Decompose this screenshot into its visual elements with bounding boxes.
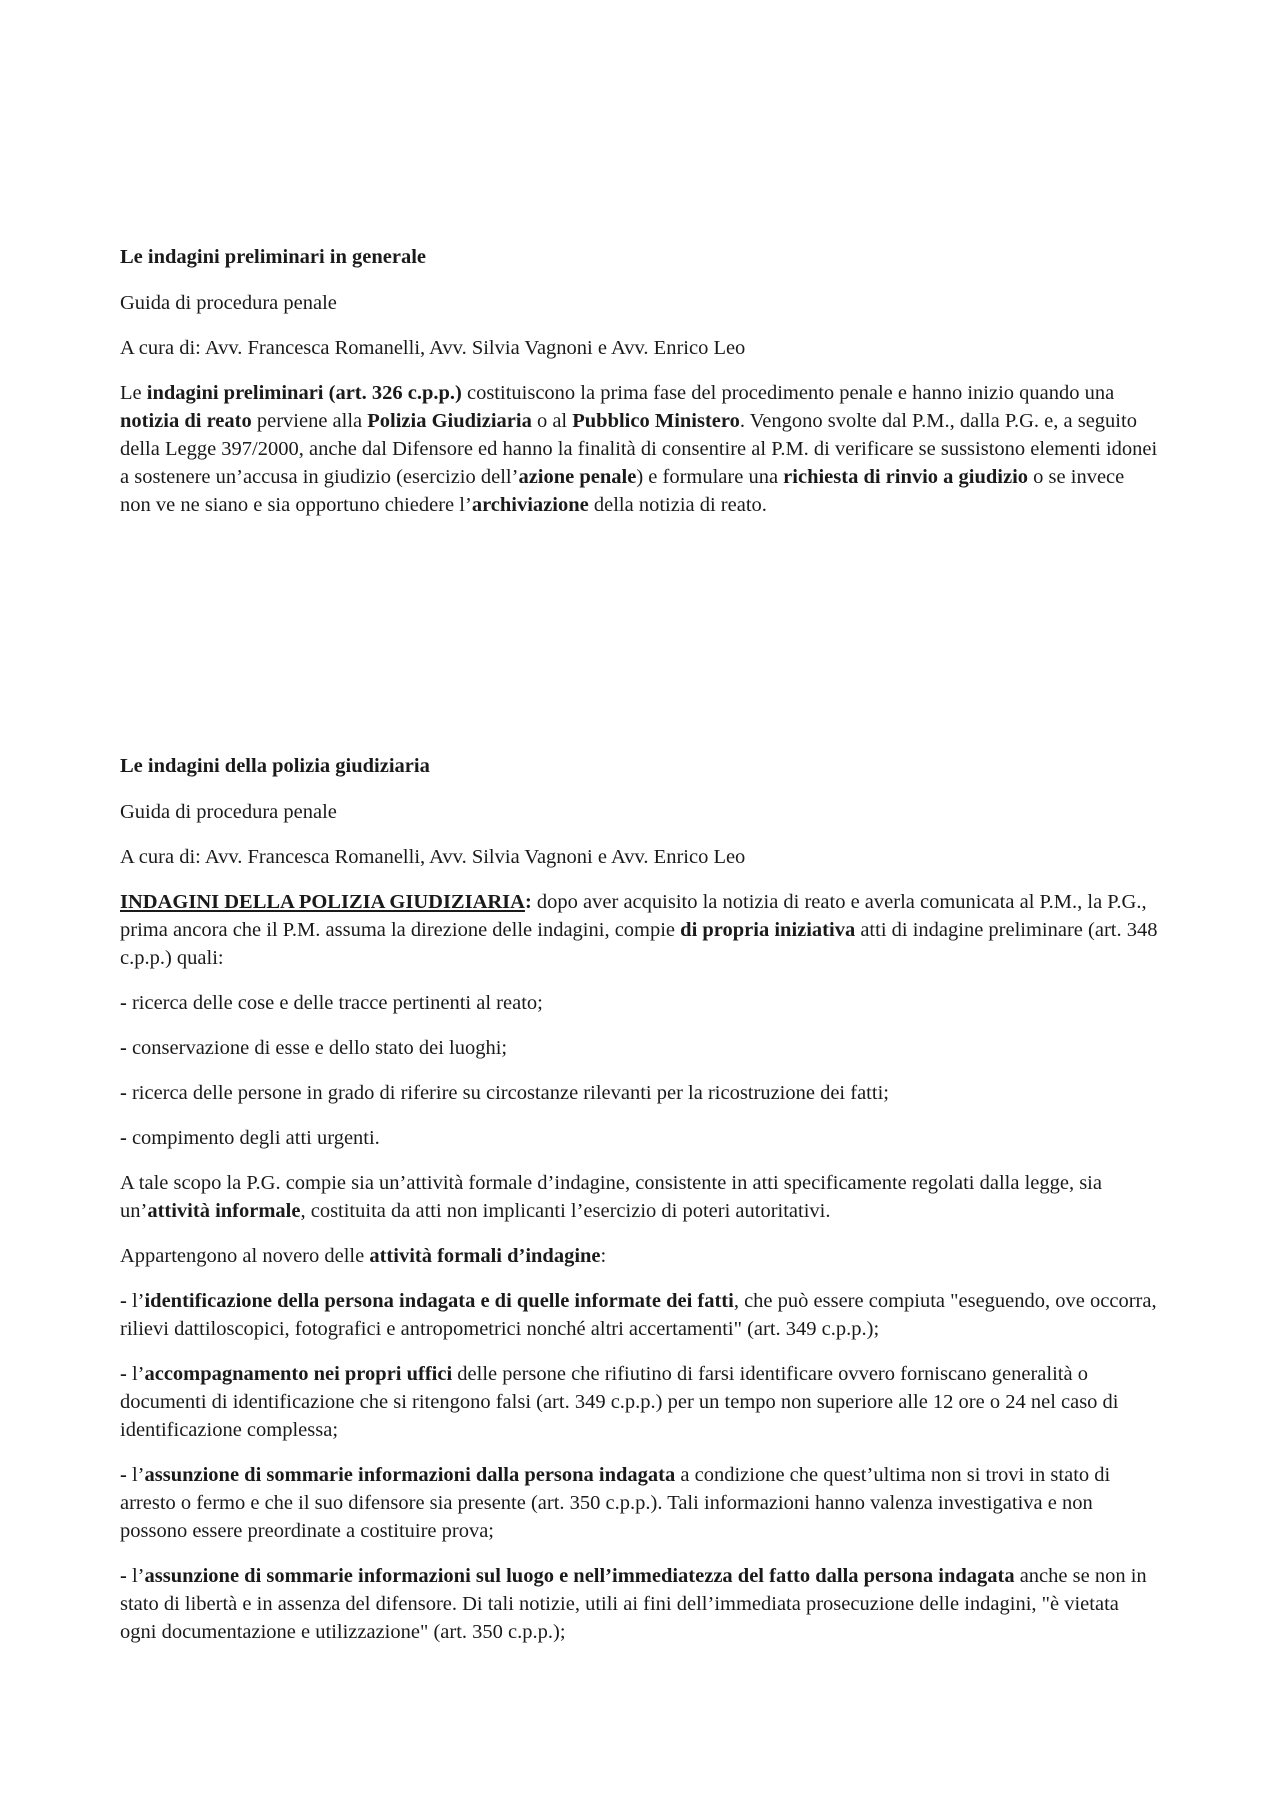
section-indagini-polizia-giudiziaria: [120, 752, 1160, 1646]
section-subtitle: Guida di procedura penale: [120, 292, 337, 314]
list-item: - ricerca delle persone in grado di riferire su circostanze rilevanti per la ricostruzione dei fatti;: [120, 1082, 889, 1104]
section-title: Le indagini della polizia giudiziaria: [120, 755, 430, 777]
formal-activity-item: - l’accompagnamento nei propri uffici delle persone che rifiutino di farsi identificare ovvero forniscano generalità o documenti di identificazione che si ritengono falsi (art. 349 c.p.p.) per un tempo non superiore alle 12 ore o 24 nel caso di identificazione complessa;: [120, 1363, 1119, 1441]
formal-activity-item: - l’assunzione di sommarie informazioni sul luogo e nell’immediatezza del fatto dalla persona indagata anche se non in stato di libertà e in assenza del difensore. Di tali notizie, utili ai fini dell’immediata prosecuzione delle indagini, "è vietata ogni documentazione e utilizzazione" (art. 350 c.p.p.);: [120, 1565, 1147, 1643]
section-authors: A cura di: Avv. Francesca Romanelli, Avv. Silvia Vagnoni e Avv. Enrico Leo: [120, 337, 746, 359]
formal-activity-item: - l’assunzione di sommarie informazioni dalla persona indagata a condizione che quest’ultima non si trovi in stato di arresto o fermo e che il suo difensore sia presente (art. 350 c.p.p.). Tali informazioni hanno valenza investigativa e non possono essere preordinate a costituire prova;: [120, 1464, 1111, 1542]
section-body-paragraph: Le indagini preliminari (art. 326 c.p.p.) costituiscono la prima fase del procedimento penale e hanno inizio quando una notizia di reato perviene alla Polizia Giudiziaria o al Pubblico Ministero. Vengono svolte dal P.M., dalla P.G. e, a seguito della Legge 397/2000, anche dal Difensore ed hanno la finalità di consentire al P.M. di verificare se sussistono elementi idonei a sostenere un’accusa in giudizio (esercizio dell’azione penale) e formulare una richiesta di rinvio a giudizio o se invece non ve ne siano e sia opportuno chiedere l’archiviazione della notizia di reato.: [120, 382, 1158, 516]
list-item: - ricerca delle cose e delle tracce pertinenti al reato;: [120, 992, 543, 1014]
section-title: Le indagini preliminari in generale: [120, 246, 426, 268]
formal-activities-intro: Appartengono al novero delle attività formali d’indagine:: [120, 1245, 607, 1267]
section-authors: A cura di: Avv. Francesca Romanelli, Avv. Silvia Vagnoni e Avv. Enrico Leo: [120, 846, 746, 868]
section-subtitle: Guida di procedura penale: [120, 801, 337, 823]
intro-heading: INDAGINI DELLA POLIZIA GIUDIZIARIA: [120, 891, 525, 913]
formal-activity-item: - l’identificazione della persona indagata e di quelle informate dei fatti, che può essere compiuta "eseguendo, ove occorra, rilievi dattiloscopici, fotografici e antropometrici nonché altri accertamenti" (art. 349 c.p.p.);: [120, 1290, 1157, 1340]
list-item: - compimento degli atti urgenti.: [120, 1127, 380, 1149]
section-indagini-preliminari: [120, 243, 1160, 519]
scope-paragraph: A tale scopo la P.G. compie sia un’attività formale d’indagine, consistente in atti specificamente regolati dalla legge, sia un’attività informale, costituita da atti non implicanti l’esercizio di poteri autoritativi.: [120, 1172, 1102, 1222]
list-item: - conservazione di esse e dello stato dei luoghi;: [120, 1037, 508, 1059]
intro-paragraph: INDAGINI DELLA POLIZIA GIUDIZIARIA: dopo aver acquisito la notizia di reato e averla comunicata al P.M., la P.G., prima ancora che il P.M. assuma la direzione delle indagini, compie di propria iniziativa atti di indagine preliminare (art. 348 c.p.p.) quali:: [120, 891, 1158, 969]
